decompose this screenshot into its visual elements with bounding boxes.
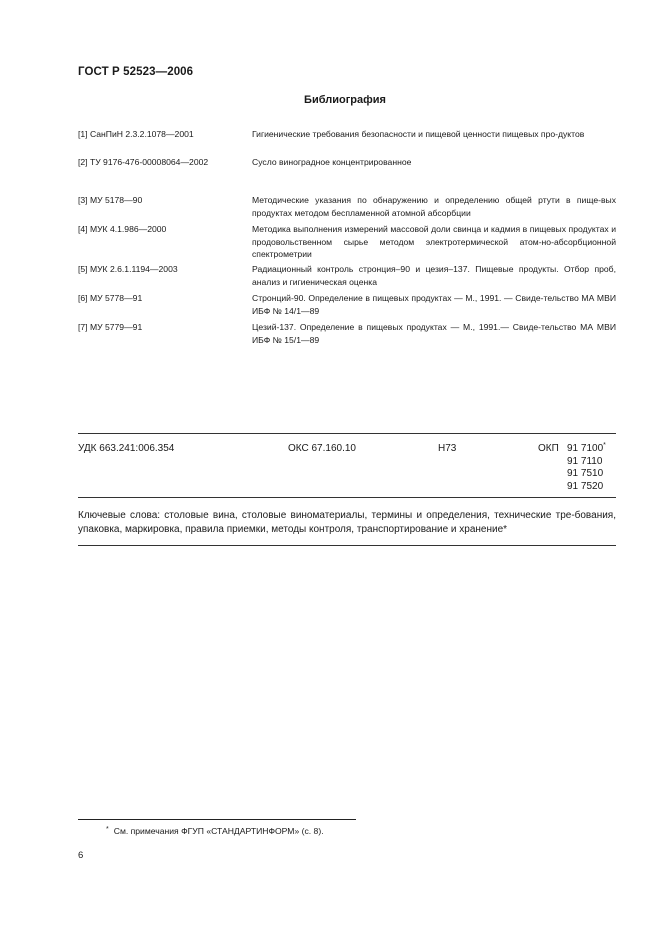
- page-number: 6: [78, 850, 84, 861]
- keywords-top-divider: [78, 497, 616, 498]
- okp-code: 91 7110: [567, 455, 603, 467]
- keywords-bottom-divider: [78, 545, 616, 546]
- entry-reference: [1] СанПиН 2.3.2.1078—2001: [78, 129, 194, 139]
- bibliography-entry: [78, 321, 616, 346]
- footnote: [106, 826, 324, 836]
- footnote-mark: *: [106, 826, 109, 833]
- entry-description: Цезий-137. Определение в пищевых продуктах — М., 1991.— Свиде-тельство МА МВИ ИБФ № 15/1—89: [252, 322, 616, 345]
- entry-description: Методика выполнения измерений массовой доли свинца и кадмия в пищевых продуктах и продовольственном сырье методом электротермической атом-но-абсорбционной спектрометрии: [252, 224, 616, 260]
- bibliography-entry: [78, 128, 616, 141]
- entry-description: Стронций-90. Определение в пищевых продуктах — М., 1991. — Свиде-тельство МА МВИ ИБФ № 14/1—89: [252, 293, 616, 316]
- entry-reference: [7] МУ 5779—91: [78, 322, 143, 332]
- bibliography-title: Библиография: [304, 94, 386, 106]
- okp-code: 91 7510: [567, 468, 604, 480]
- group-code: Н73: [438, 443, 457, 454]
- oks-code: ОКС 67.160.10: [288, 443, 356, 454]
- codes-top-divider: [78, 433, 616, 434]
- okp-code: 91 7520: [567, 480, 604, 492]
- entry-reference: [3] МУ 5178—90: [78, 195, 143, 205]
- footnote-text: См. примечания ФГУП «СТАНДАРТИНФОРМ» (с. 8).: [113, 826, 324, 836]
- entry-description: Методические указания по обнаружению и определению общей ртути в пище-вых продуктах методом беспламенной атомной абсорбции: [252, 195, 616, 218]
- bibliography-entry: [78, 223, 616, 261]
- entry-description: Радиационный контроль стронция–90 и цезия–137. Пищевые продукты. Отбор проб, анализ и гигиеническая оценка: [252, 264, 616, 287]
- entry-description: Сусло виноградное концентрированное: [252, 157, 412, 167]
- bibliography-entry: [78, 263, 616, 288]
- okp-code-list: [567, 443, 606, 493]
- entry-reference: [2] ТУ 9176-476-00008064—2002: [78, 157, 209, 167]
- keywords-paragraph: Ключевые слова: столовые вина, столовые виноматериалы, термины и определения, технические тре-бования, упаковка, маркировка, правила приемки, методы контроля, транспортирование и хранение*: [78, 510, 616, 535]
- entry-reference: [4] МУК 4.1.986—2000: [78, 224, 167, 234]
- entry-description: Гигиенические требования безопасности и пищевой ценности пищевых про-дуктов: [252, 129, 585, 139]
- udk-code: УДК 663.241:006.354: [78, 443, 175, 454]
- bibliography-entry: [78, 292, 616, 317]
- okp-code: 91 7100*: [567, 442, 606, 454]
- okp-label: ОКП: [538, 443, 559, 454]
- entry-reference: [5] МУК 2.6.1.1194—2003: [78, 264, 178, 274]
- bibliography-entry: [78, 194, 616, 219]
- bibliography-entry: [78, 156, 616, 169]
- entry-reference: [6] МУ 5778—91: [78, 293, 143, 303]
- okp-mark: *: [603, 442, 606, 449]
- document-code: ГОСТ Р 52523—2006: [78, 66, 194, 78]
- footnote-divider: [78, 819, 356, 820]
